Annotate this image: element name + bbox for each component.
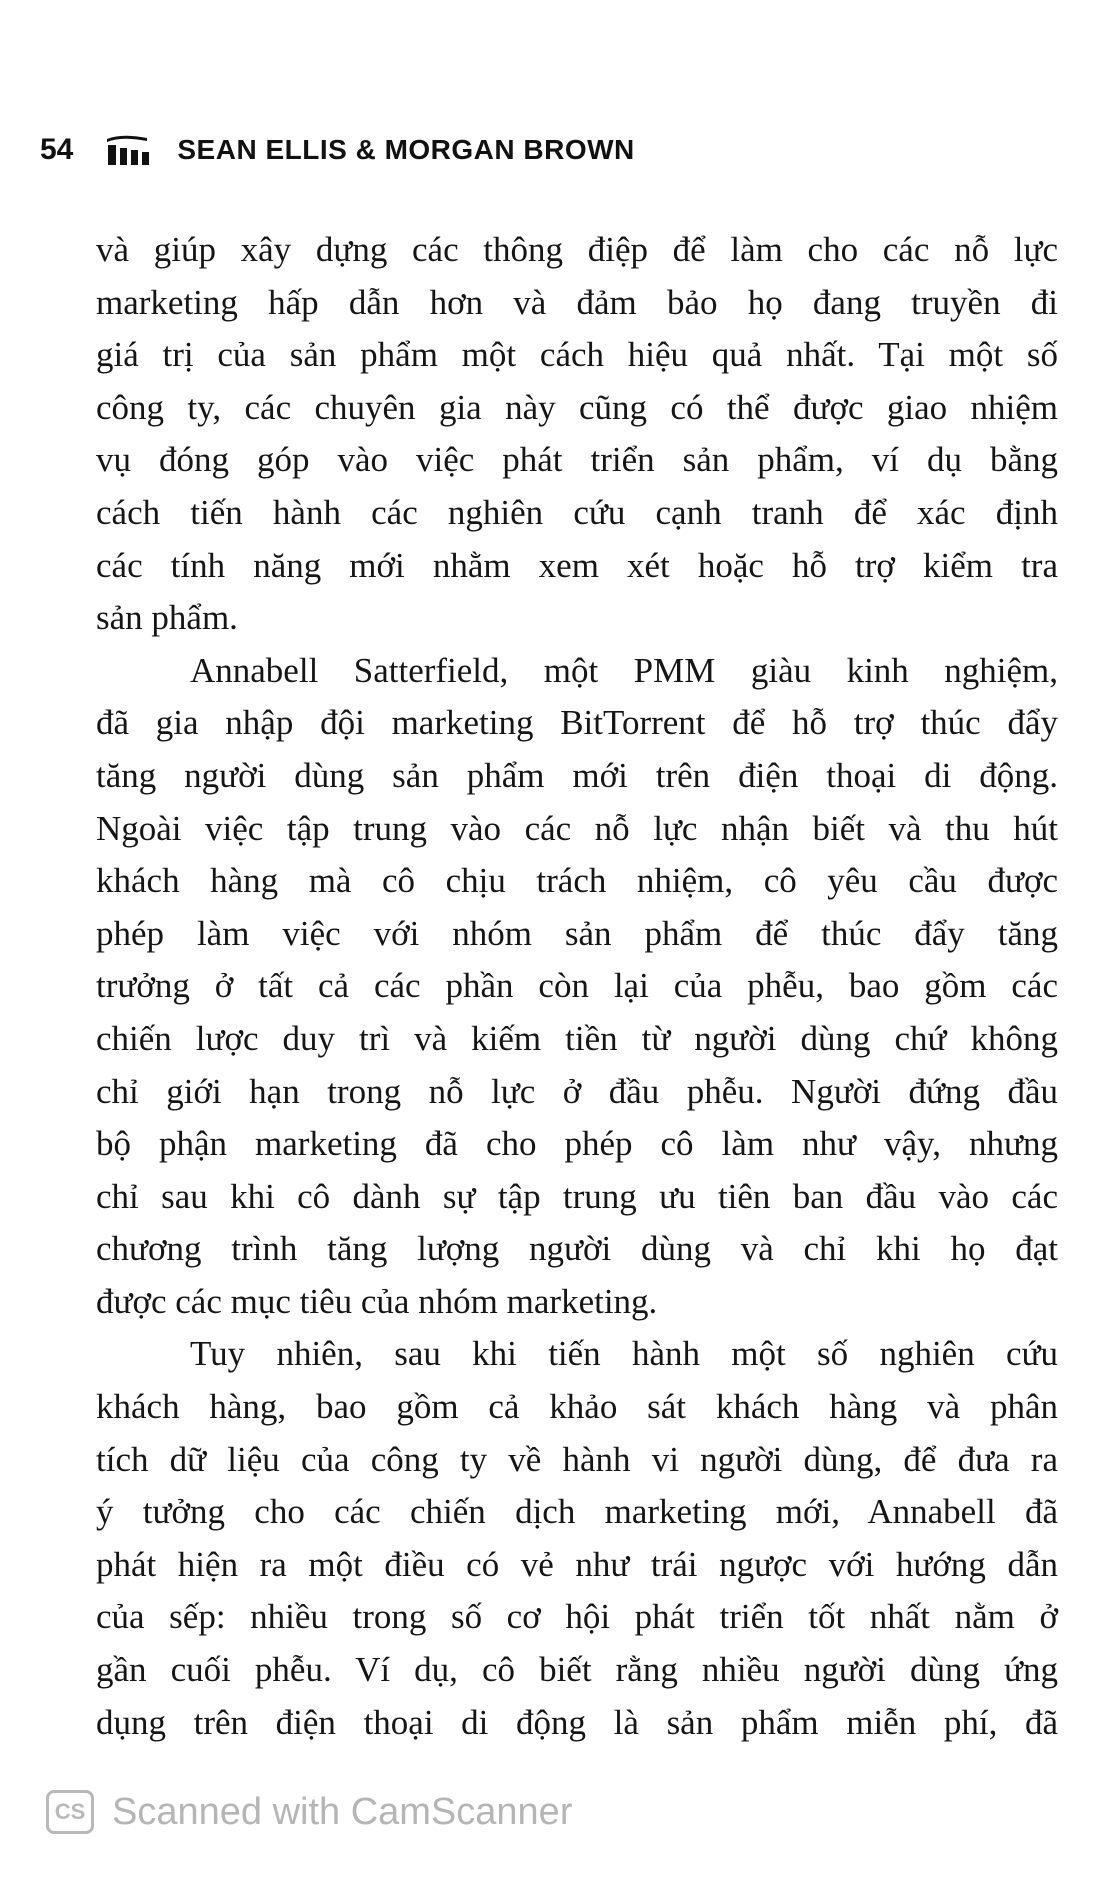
book-stack-logo-icon <box>103 133 153 167</box>
text-line: đã gia nhập đội marketing BitTorrent để hỗ trợ thúc đẩy <box>96 703 1058 743</box>
text-line: gần cuối phễu. Ví dụ, cô biết rằng nhiều người dùng ứng <box>96 1650 1058 1690</box>
text-line: chương trình tăng lượng người dùng và chỉ khi họ đạt <box>96 1229 1058 1269</box>
text-line: bộ phận marketing đã cho phép cô làm như vậy, nhưng <box>96 1124 1058 1164</box>
text-line: khách hàng, bao gồm cả khảo sát khách hàng và phân <box>96 1387 1058 1427</box>
text-line: chỉ giới hạn trong nỗ lực ở đầu phễu. Người đứng đầu <box>96 1071 1058 1111</box>
text-line: marketing hấp dẫn hơn và đảm bảo họ đang truyền đi <box>96 282 1058 322</box>
text-line: công ty, các chuyên gia này cũng có thể được giao nhiệm <box>96 387 1058 427</box>
text-line: chỉ sau khi cô dành sự tập trung ưu tiên ban đầu vào các <box>96 1176 1058 1216</box>
text-line: ý tưởng cho các chiến dịch marketing mới, Annabell đã <box>96 1492 1058 1532</box>
text-line: trưởng ở tất cả các phần còn lại của phễu, bao gồm các <box>96 966 1058 1006</box>
text-line: vụ đóng góp vào việc phát triển sản phẩm, ví dụ bằng <box>96 440 1058 480</box>
scanner-watermark <box>46 1790 572 1834</box>
text-line: được các mục tiêu của nhóm marketing. <box>96 1281 658 1321</box>
text-line: Ngoài việc tập trung vào các nỗ lực nhận biết và thu hút <box>96 808 1058 848</box>
page-number: 54 <box>40 133 74 166</box>
paragraph-2 <box>96 645 1058 1329</box>
paragraph-3 <box>96 1328 1058 1749</box>
body-text <box>96 224 1058 1749</box>
page-header <box>40 130 635 170</box>
text-line: sản phẩm. <box>96 598 238 638</box>
text-line: và giúp xây dựng các thông điệp để làm cho các nỗ lực <box>96 230 1058 269</box>
text-line: tích dữ liệu của công ty về hành vi người dùng, để đưa ra <box>96 1439 1058 1479</box>
text-line: các tính năng mới nhằm xem xét hoặc hỗ trợ kiểm tra <box>96 545 1058 585</box>
text-line: tăng người dùng sản phẩm mới trên điện thoại di động. <box>96 755 1058 795</box>
text-line: dụng trên điện thoại di động là sản phẩm miễn phí, đã <box>96 1702 1058 1742</box>
text-line: phát hiện ra một điều có vẻ như trái ngược với hướng dẫn <box>96 1544 1058 1584</box>
text-line: chiến lược duy trì và kiếm tiền từ người dùng chứ không <box>96 1018 1058 1058</box>
text-line: cách tiến hành các nghiên cứu cạnh tranh để xác định <box>96 492 1058 532</box>
text-line: Annabell Satterfield, một PMM giàu kinh nghiệm, <box>190 650 1058 690</box>
text-line: Tuy nhiên, sau khi tiến hành một số nghiên cứu <box>190 1334 1058 1374</box>
text-line: của sếp: nhiều trong số cơ hội phát triển tốt nhất nằm ở <box>96 1597 1058 1637</box>
camscanner-logo-icon: CS <box>46 1790 94 1834</box>
watermark-text: Scanned with CamScanner <box>112 1790 573 1833</box>
text-line: khách hàng mà cô chịu trách nhiệm, cô yêu cầu được <box>96 861 1058 901</box>
paragraph-1 <box>96 224 1058 645</box>
text-line: phép làm việc với nhóm sản phẩm để thúc đẩy tăng <box>96 913 1058 953</box>
running-head: SEAN ELLIS & MORGAN BROWN <box>177 134 635 165</box>
text-line: giá trị của sản phẩm một cách hiệu quả nhất. Tại một số <box>96 335 1058 375</box>
